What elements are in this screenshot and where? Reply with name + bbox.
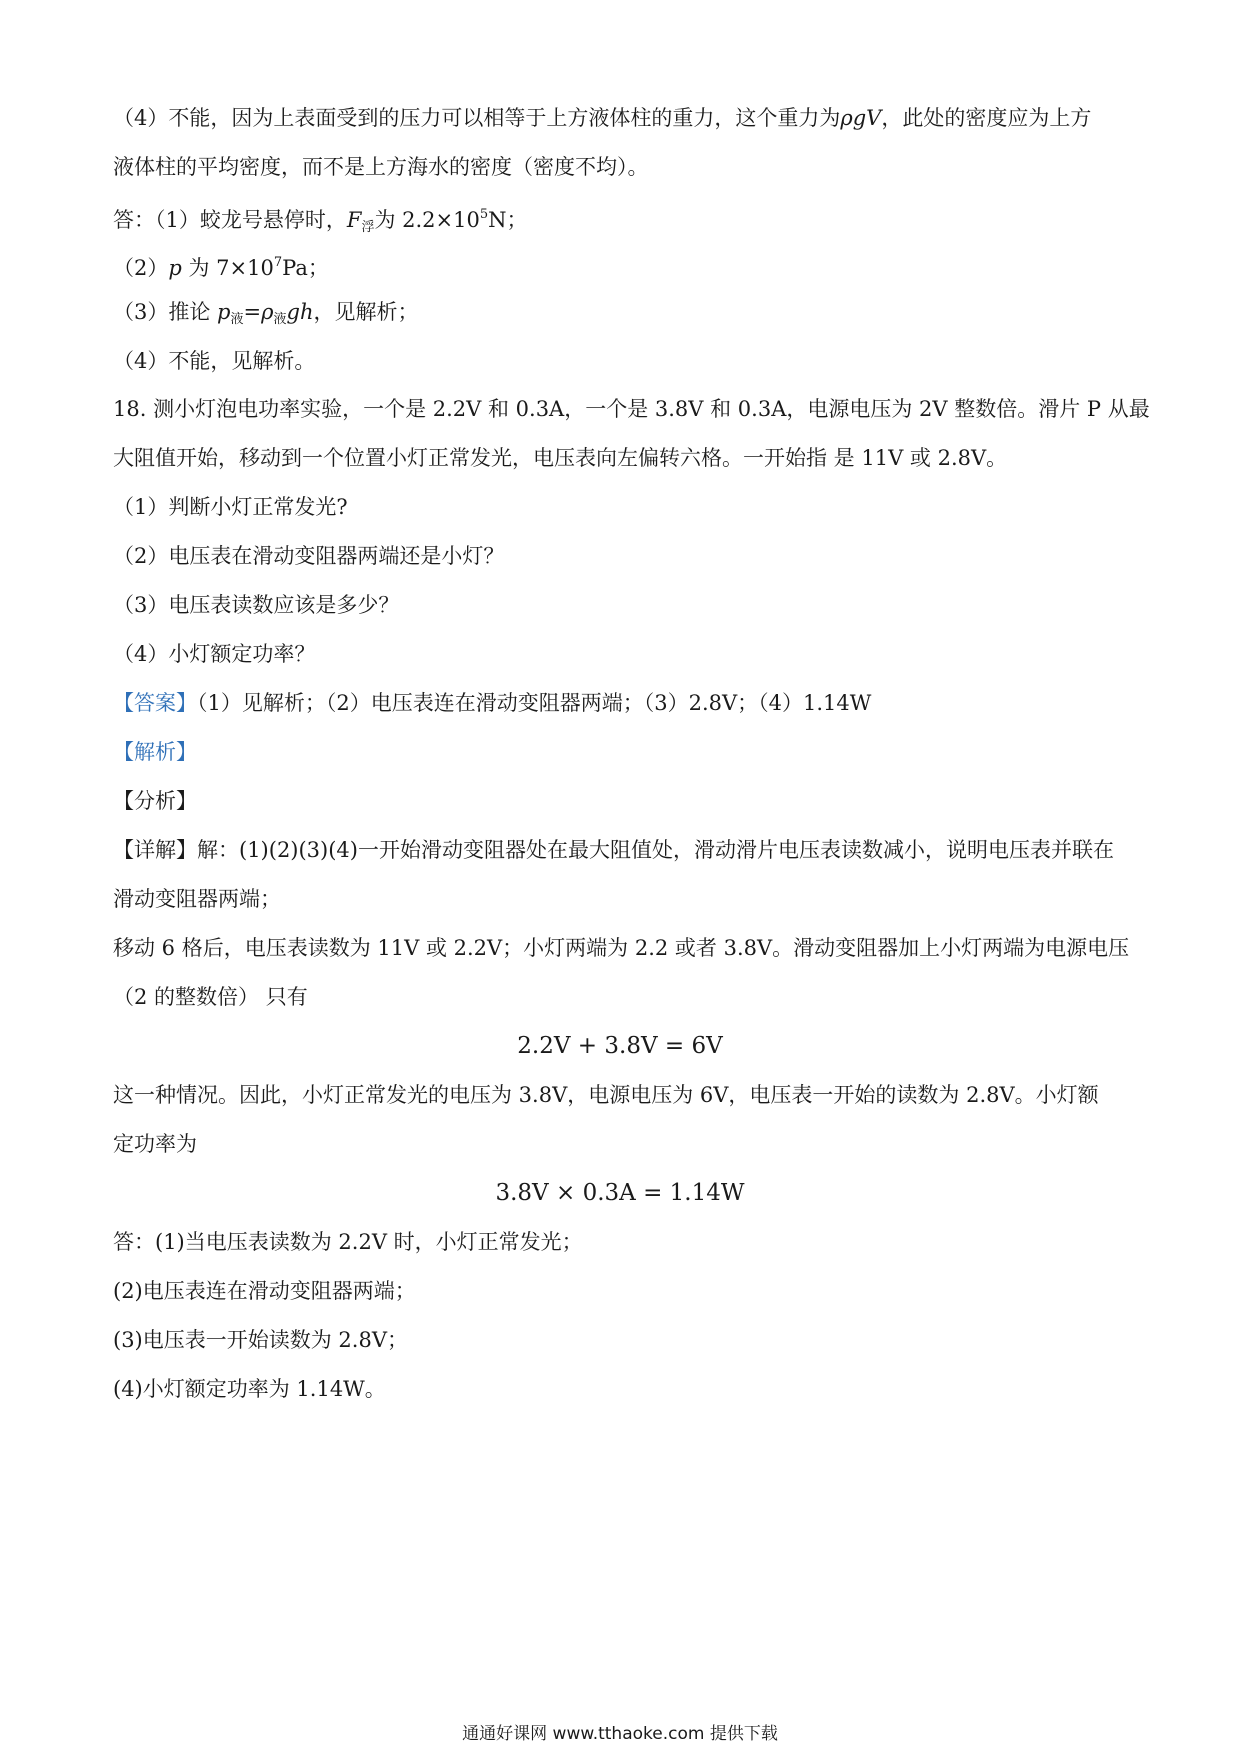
text-segment: （2） [113, 256, 169, 280]
detail-line5: 这一种情况。因此，小灯正常发光的电压为 3.8V，电源电压为 6V，电压表一开始的读数为 2.8V。小灯额 [113, 1083, 1099, 1107]
symbol-f: F [346, 208, 362, 232]
page-footer: 通通好课网 www.tthaoke.com 提供下载 [462, 1724, 778, 1744]
detail-tag: 【详解】 [113, 838, 197, 862]
fenxi-tag: 【分析】 [113, 789, 197, 813]
subscript: 液 [230, 312, 244, 327]
text-segment: （3）推论 [113, 300, 218, 324]
prev-final-answer-4: （4）不能，见解析。 [113, 349, 316, 373]
prev-answer-4-line1 [113, 103, 1133, 133]
prev-answer-4-line2: 液体柱的平均密度，而不是上方海水的密度（密度不均）。 [113, 155, 649, 179]
detail-line3: 移动 6 格后，电压表读数为 11V 或 2.2V；小灯两端为 2.2 或者 3.8V。滑动变阻器加上小灯两端为电源电压 [113, 936, 1130, 960]
detail-text: 解：(1)(2)(3)(4)一开始滑动变阻器处在最大阻值处，滑动滑片电压表读数减小，说明电压表并联在 [197, 838, 1114, 862]
text-segment: （4）不能，因为上表面受到的压力可以相等于上方液体柱的重力，这个重力为 [113, 106, 841, 130]
final-answer-4: (4)小灯额定功率为 1.14W。 [113, 1377, 386, 1401]
final-answer-2: (2)电压表连在滑动变阻器两端； [113, 1279, 416, 1303]
text-segment: ，此处的密度应为上方 [881, 106, 1092, 130]
text-segment: 为 2.2×10 [374, 208, 480, 232]
subscript: 浮 [361, 220, 375, 235]
sub-question-2: （2）电压表在滑动变阻器两端还是小灯？ [113, 544, 505, 568]
text-segment: = [243, 300, 262, 324]
text-segment: N； [488, 208, 528, 232]
detail-line1 [113, 835, 1133, 865]
sub-question-3: （3）电压表读数应该是多少？ [113, 593, 400, 617]
detail-line6: 定功率为 [113, 1132, 197, 1156]
text-segment: 答：（1）蛟龙号悬停时， [113, 208, 347, 232]
equation-rated-power: 3.8V × 0.3A = 1.14W [495, 1180, 745, 1206]
answer-line [113, 688, 1133, 718]
final-answer-1: 答：(1)当电压表读数为 2.2V 时，小灯正常发光； [113, 1230, 583, 1254]
symbol-p: p [168, 256, 182, 280]
prev-final-answer-3 [113, 297, 1133, 335]
prev-final-answer-1 [113, 200, 1133, 243]
text-segment: Pa； [282, 256, 329, 280]
symbol-rhogv: ρgV [840, 106, 882, 130]
symbol-rho: ρ [261, 300, 274, 324]
analysis-tag: 【解析】 [113, 740, 197, 764]
prev-final-answer-2 [113, 248, 1133, 283]
text-segment: 为 7×10 [181, 256, 274, 280]
symbol-gh: gh [286, 300, 314, 324]
superscript: 5 [479, 207, 489, 222]
final-answer-3: (3)电压表一开始读数为 2.8V； [113, 1328, 408, 1352]
question-18-line2: 大阻值开始，移动到一个位置小灯正常发光，电压表向左偏转六格。一开始指 是 11V 或 2.8V。 [113, 446, 1008, 470]
question-18-line1: 18. 测小灯泡电功率实验，一个是 2.2V 和 0.3A，一个是 3.8V 和 0.3A，电源电压为 2V 整数倍。滑片 P 从最 [113, 397, 1150, 421]
answer-tag: 【答案】 [113, 691, 197, 715]
subscript: 液 [273, 312, 287, 327]
sub-question-4: （4）小灯额定功率？ [113, 642, 316, 666]
equation-sum-voltage: 2.2V + 3.8V = 6V [517, 1033, 723, 1059]
detail-line2: 滑动变阻器两端； [113, 887, 281, 911]
superscript: 7 [273, 255, 283, 270]
sub-question-1: （1）判断小灯正常发光? [113, 495, 348, 519]
detail-line4: （2 的整数倍） 只有 [113, 985, 308, 1009]
text-segment: ，见解析； [313, 300, 419, 324]
symbol-p: p [217, 300, 231, 324]
answer-text: （1）见解析；（2）电压表连在滑动变阻器两端；（3）2.8V；（4）1.14W [197, 691, 872, 715]
